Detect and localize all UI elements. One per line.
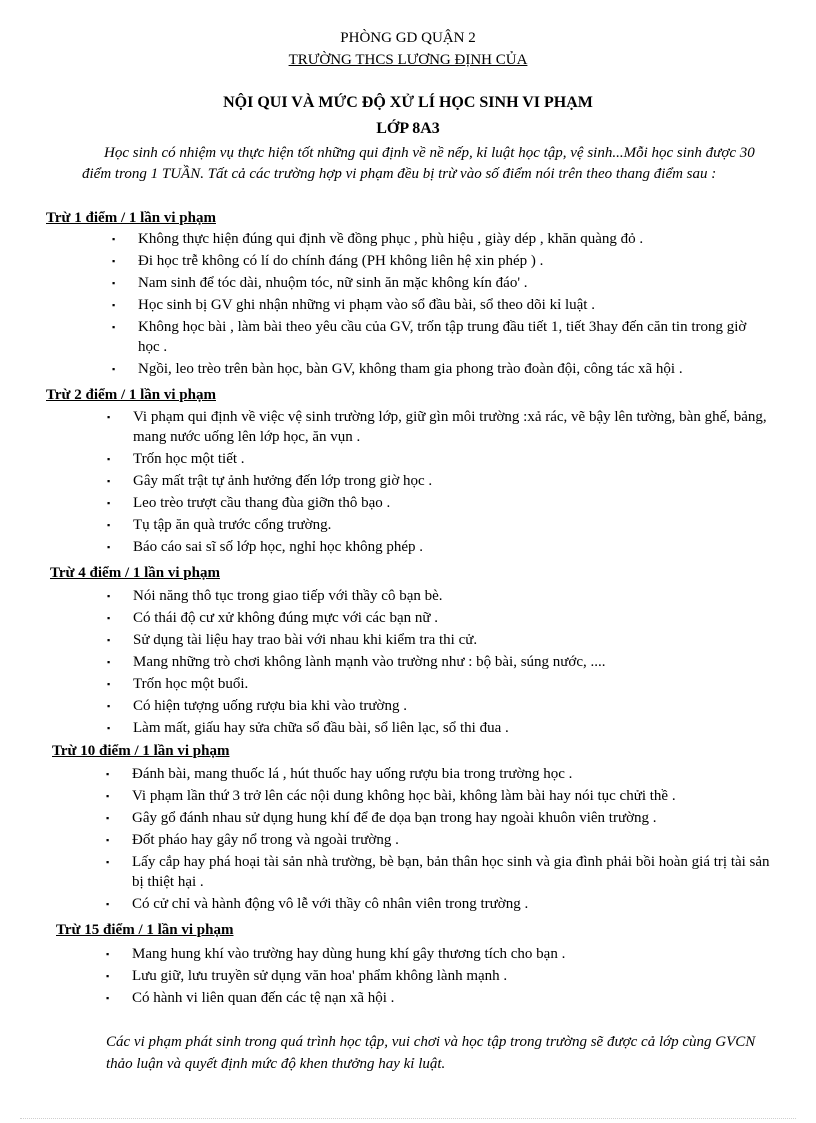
school-header-wrap (0, 52, 816, 69)
bullet-icon: ▪ (107, 723, 111, 733)
bullet-icon: ▪ (106, 835, 110, 845)
item-text: Sử dụng tài liệu hay trao bài với nhau khi kiểm tra thi cử. (133, 632, 478, 648)
item-text: Đánh bài, mang thuốc lá , hút thuốc hay uống rượu bia trong trường học . (132, 766, 573, 782)
section-list (107, 586, 767, 740)
bullet-icon: ▪ (112, 300, 116, 310)
item-text: Không học bài , làm bài theo yêu cầu của GV, trốn tập trung đầu tiết 1, tiết 3hay đến căn tin trong giờ học . (138, 319, 747, 355)
item-text: Có cử chỉ và hành động vô lễ với thầy cô nhân viên trong trường . (132, 896, 529, 912)
list-item (112, 251, 752, 271)
section-heading: Trừ 10 điểm / 1 lần vi phạm (52, 743, 230, 759)
item-text: Gây gổ đánh nhau sử dụng hung khí để đe dọa bạn trong hay ngoài khuôn viên trường . (132, 810, 657, 826)
bullet-icon: ▪ (107, 476, 111, 486)
list-item (106, 966, 774, 986)
bullet-icon: ▪ (107, 679, 111, 689)
bullet-icon: ▪ (112, 364, 116, 374)
item-text: Có thái độ cư xử không đúng mực với các bạn nữ . (133, 610, 438, 626)
list-item (107, 537, 767, 557)
list-item (106, 988, 774, 1008)
list-item (106, 852, 774, 892)
bullet-icon: ▪ (106, 993, 110, 1003)
bullet-icon: ▪ (107, 657, 111, 667)
intro-paragraph: Học sinh có nhiệm vụ thực hiện tốt những qui định về nề nếp, kỉ luật học tập, vệ sinh...Mỗi học sinh được 30 điểm trong 1 TUẦN. Tất cả các trường hợp vi phạm đều bị trừ vào số điểm nói trên theo thang điểm sau : (82, 145, 755, 182)
bullet-icon: ▪ (106, 791, 110, 801)
item-text: Vi phạm qui định về việc vệ sinh trường lớp, giữ gìn môi trường :xả rác, vẽ bậy lên tường, bàn ghế, bảng, mang nước uống lên lớp học, ăn vụn . (133, 409, 767, 445)
item-text: Mang hung khí vào trường hay dùng hung khí gây thương tích cho bạn . (132, 946, 566, 962)
section-heading: Trừ 2 điểm / 1 lần vi phạm (46, 387, 216, 403)
list-item (107, 608, 767, 628)
list-item (106, 944, 774, 964)
item-text: Trốn học một buổi. (133, 676, 249, 692)
item-text: Vi phạm lần thứ 3 trở lên các nội dung không học bài, không làm bài hay nói tục chửi thề . (132, 788, 676, 804)
bullet-icon: ▪ (107, 701, 111, 711)
list-item (106, 786, 774, 806)
list-item (107, 493, 767, 513)
bullet-icon: ▪ (106, 899, 110, 909)
section-list (106, 764, 774, 916)
bullet-icon: ▪ (106, 857, 110, 867)
item-text: Gây mất trật tự ảnh hưởng đến lớp trong giờ học . (133, 473, 433, 489)
section-heading: Trừ 1 điểm / 1 lần vi phạm (46, 210, 216, 226)
item-text: Nam sinh để tóc dài, nhuộm tóc, nữ sinh ăn mặc không kín đáo' . (138, 275, 528, 291)
list-item (107, 696, 767, 716)
item-text: Có hành vi liên quan đến các tệ nạn xã hội . (132, 990, 395, 1006)
section-list (106, 944, 774, 1010)
list-item (106, 764, 774, 784)
list-item (106, 894, 774, 914)
bullet-icon: ▪ (107, 454, 111, 464)
list-item (106, 830, 774, 850)
bullet-icon: ▪ (112, 256, 116, 266)
bullet-icon: ▪ (106, 769, 110, 779)
bullet-icon: ▪ (112, 278, 116, 288)
bullet-icon: ▪ (112, 234, 116, 244)
section-heading: Trừ 4 điểm / 1 lần vi phạm (50, 565, 220, 581)
item-text: Lấy cắp hay phá hoại tài sản nhà trường, bè bạn, bản thân học sinh và gia đình phải bồi hoàn giá trị tài sản bị thiệt hại . (132, 854, 770, 890)
item-text: Làm mất, giấu hay sửa chữa sổ đầu bài, sổ liên lạc, sổ thi đua . (133, 720, 509, 736)
item-text: Mang những trò chơi không lành mạnh vào trường như : bộ bài, súng nước, .... (133, 654, 606, 670)
list-item (112, 273, 752, 293)
section-list (107, 407, 767, 559)
bullet-icon: ▪ (112, 322, 116, 332)
document-title: NỘI QUI VÀ MỨC ĐỘ XỬ LÍ HỌC SINH VI PHẠM (223, 94, 593, 111)
list-item (107, 652, 767, 672)
item-text: Học sinh bị GV ghi nhận những vi phạm vào sổ đầu bài, sổ theo dõi kỉ luật . (138, 297, 595, 313)
section-heading: Trừ 15 điểm / 1 lần vi phạm (56, 922, 234, 938)
list-item (107, 471, 767, 491)
school-name: TRƯỜNG THCS LƯƠNG ĐỊNH CỦA (288, 52, 528, 68)
bullet-icon: ▪ (107, 635, 111, 645)
item-text: Nói năng thô tục trong giao tiếp với thầy cô bạn bè. (133, 588, 443, 604)
department-header: PHÒNG GD QUẬN 2 (340, 30, 476, 46)
bullet-icon: ▪ (106, 971, 110, 981)
bullet-icon: ▪ (107, 591, 111, 601)
list-item (107, 630, 767, 650)
list-item (112, 317, 752, 357)
page-bottom-divider (20, 1118, 796, 1119)
item-text: Trốn học một tiết . (133, 451, 245, 467)
list-item (107, 586, 767, 606)
item-text: Không thực hiện đúng qui định về đồng phục , phù hiệu , giày dép , khăn quàng đỏ . (138, 231, 644, 247)
bullet-icon: ▪ (107, 412, 111, 422)
bullet-icon: ▪ (107, 520, 111, 530)
list-item (107, 449, 767, 469)
list-item (106, 808, 774, 828)
item-text: Lưu giữ, lưu truyền sử dụng văn hoa' phẩm không lành mạnh . (132, 968, 508, 984)
list-item (107, 674, 767, 694)
list-item (112, 359, 752, 379)
section-list (112, 229, 752, 381)
item-text: Đi học trễ không có lí do chính đáng (PH không liên hệ xin phép ) . (138, 253, 544, 269)
list-item (107, 515, 767, 535)
closing-paragraph: Các vi phạm phát sinh trong quá trình học tập, vui chơi và học tập trong trường sẽ được cả lớp cùng GVCN thảo luận và quyết định mức độ khen thưởng hay kỉ luật. (106, 1034, 756, 1072)
list-item (107, 407, 767, 447)
list-item (107, 718, 767, 738)
bullet-icon: ▪ (106, 813, 110, 823)
bullet-icon: ▪ (107, 498, 111, 508)
list-item (112, 295, 752, 315)
bullet-icon: ▪ (106, 949, 110, 959)
bullet-icon: ▪ (107, 613, 111, 623)
item-text: Có hiện tượng uống rượu bia khi vào trường . (133, 698, 407, 714)
bullet-icon: ▪ (107, 542, 111, 552)
list-item (112, 229, 752, 249)
item-text: Báo cáo sai sĩ số lớp học, nghỉ học không phép . (133, 539, 423, 555)
item-text: Leo trèo trượt cầu thang đùa giỡn thô bạo . (133, 495, 391, 511)
item-text: Tụ tập ăn quà trước cổng trường. (133, 517, 332, 533)
item-text: Đốt pháo hay gây nổ trong và ngoài trường . (132, 832, 399, 848)
class-name: LỚP 8A3 (376, 120, 440, 137)
item-text: Ngồi, leo trèo trên bàn học, bàn GV, không tham gia phong trào đoàn đội, công tác xã hội . (138, 361, 683, 377)
